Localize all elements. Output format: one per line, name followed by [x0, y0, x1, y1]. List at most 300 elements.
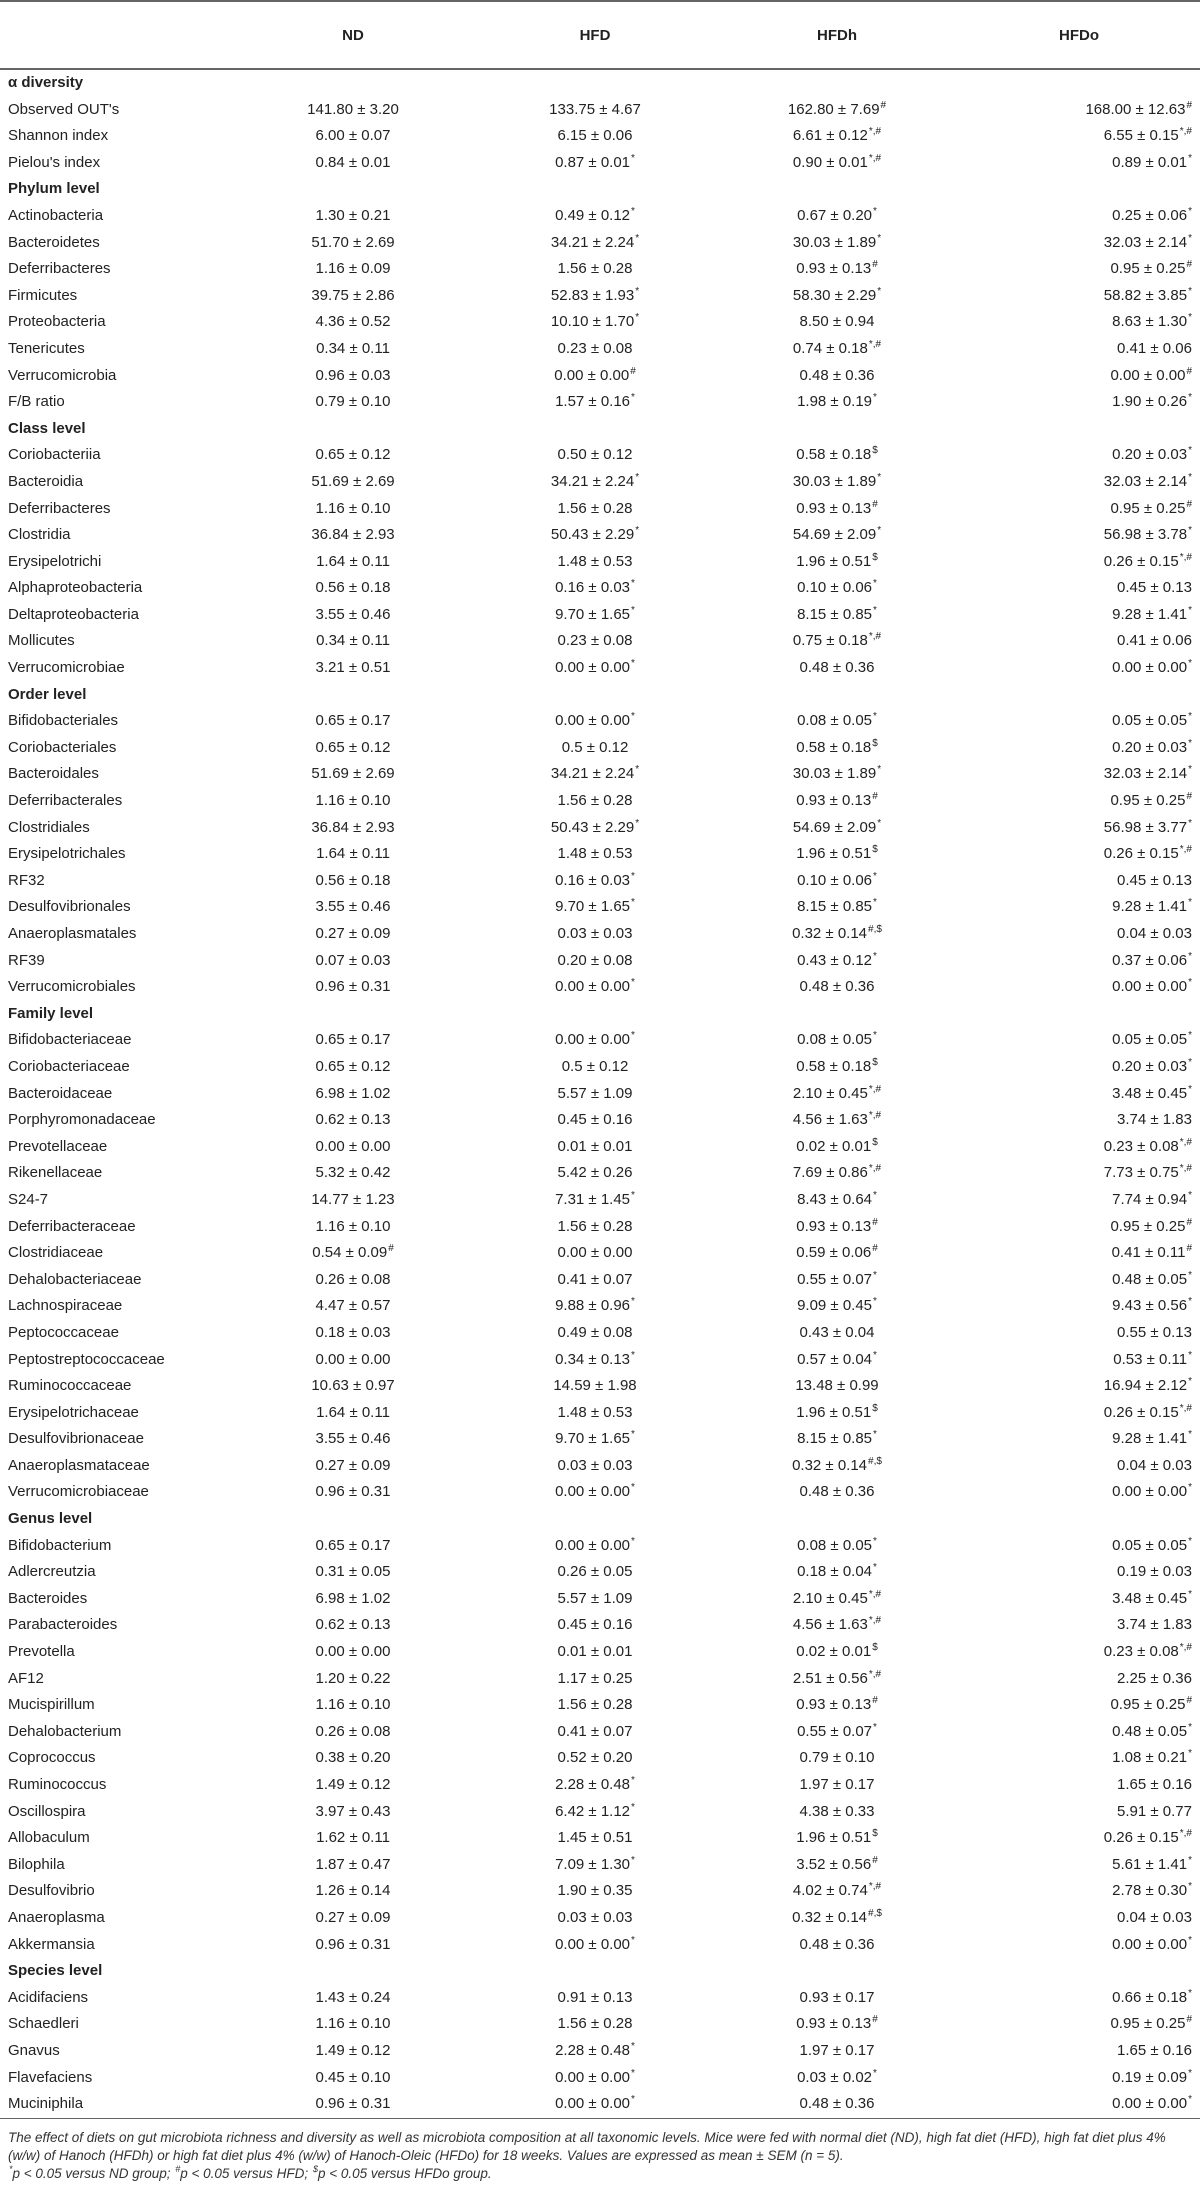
value-text: 9.09 ± 0.45: [797, 1297, 873, 1315]
value-text: 6.98 ± 1.02: [315, 1589, 391, 1607]
value-cell: [232, 1586, 474, 1613]
row-label: Deferribacteres: [8, 499, 111, 517]
value-text: 8.15 ± 0.85: [797, 1430, 873, 1448]
value-cell: [958, 1479, 1200, 1506]
value-cell: [474, 1745, 716, 1772]
row-label: AF12: [8, 1669, 44, 1687]
value-text: 3.48 ± 0.45: [1112, 1589, 1188, 1607]
table-row: [0, 868, 1200, 895]
value-text: 0.55 ± 0.07: [797, 1722, 873, 1740]
value-text: 7.09 ± 1.30: [555, 1855, 631, 1873]
significance-mark: *: [1188, 658, 1192, 670]
value-text: 56.98 ± 3.78: [1103, 526, 1188, 544]
value-text: 1.96 ± 0.51: [796, 1829, 872, 1847]
significance-mark: #: [872, 1243, 878, 1255]
section-heading: Class level: [8, 419, 86, 437]
value-text: 0.45 ± 0.13: [1117, 579, 1192, 597]
value-cell: [232, 1932, 474, 1959]
significance-mark: #: [1186, 99, 1192, 111]
value-text: 0.19 ± 0.03: [1117, 1563, 1192, 1581]
table-row: [0, 1905, 1200, 1932]
value-cell: [474, 1905, 716, 1932]
significance-mark: #: [1186, 1695, 1192, 1707]
value-cell: [958, 1347, 1200, 1374]
value-cell: [958, 2091, 1200, 2118]
row-label: Akkermansia: [8, 1935, 95, 1953]
row-label: Desulfovibrionales: [8, 898, 131, 916]
value-text: 6.42 ± 1.12: [555, 1802, 631, 1820]
value-text: 0.41 ± 0.11: [1111, 1244, 1186, 1262]
row-label: Desulfovibrio: [8, 1882, 95, 1900]
significance-mark: *: [1188, 1296, 1192, 1308]
significance-mark: *: [1188, 525, 1192, 537]
value-cell: [232, 628, 474, 655]
value-cell: [232, 868, 474, 895]
significance-mark: #: [872, 791, 878, 803]
value-cell: [716, 761, 958, 788]
value-cell: [716, 442, 958, 469]
value-text: 0.50 ± 0.12: [557, 446, 633, 464]
value-text: 5.57 ± 1.09: [557, 1084, 633, 1102]
value-text: 1.96 ± 0.51: [796, 552, 872, 570]
significance-mark: #: [1186, 259, 1192, 271]
value-cell: [232, 1533, 474, 1560]
value-cell: [232, 1373, 474, 1400]
value-text: 0.59 ± 0.06: [796, 1244, 872, 1262]
significance-mark: *: [1188, 232, 1192, 244]
significance-mark: *: [1188, 817, 1192, 829]
value-cell: [958, 522, 1200, 549]
table-row: [0, 575, 1200, 602]
value-text: 3.97 ± 0.43: [315, 1802, 391, 1820]
row-label: Erysipelotrichi: [8, 552, 102, 570]
table-row: [0, 1852, 1200, 1879]
value-cell: [958, 708, 1200, 735]
value-text: 0.96 ± 0.31: [315, 978, 391, 996]
value-cell: [958, 1612, 1200, 1639]
significance-mark: #: [1186, 1243, 1192, 1255]
table-row: [0, 1639, 1200, 1666]
value-cell: [958, 1214, 1200, 1241]
value-text: 1.16 ± 0.10: [315, 2015, 391, 2033]
value-text: 0.93 ± 0.13: [796, 499, 872, 517]
value-text: 0.00 ± 0.00: [315, 1137, 391, 1155]
value-cell: [474, 256, 716, 283]
value-cell: [474, 1479, 716, 1506]
row-label: Tenericutes: [8, 339, 85, 357]
significance-mark: *: [1188, 205, 1192, 217]
table-row: [0, 469, 1200, 496]
value-text: 1.20 ± 0.22: [315, 1669, 391, 1687]
section-row: [0, 176, 1200, 203]
value-cell: [232, 974, 474, 1001]
value-cell: [958, 1666, 1200, 1693]
value-text: 3.52 ± 0.56: [796, 1855, 872, 1873]
table-row: [0, 602, 1200, 629]
value-cell: [232, 389, 474, 416]
significance-mark: *: [1188, 1030, 1192, 1042]
value-cell: [474, 1240, 716, 1267]
value-text: 133.75 ± 4.67: [549, 100, 641, 118]
value-cell: [958, 655, 1200, 682]
table-row: [0, 389, 1200, 416]
value-cell: [716, 549, 958, 576]
value-cell: [232, 230, 474, 257]
table-row: [0, 1612, 1200, 1639]
value-text: 0.95 ± 0.25: [1110, 499, 1186, 517]
value-text: 2.51 ± 0.56: [792, 1669, 868, 1687]
table-row: [0, 1426, 1200, 1453]
value-cell: [232, 2065, 474, 2092]
row-label: Clostridiales: [8, 818, 90, 836]
value-cell: [232, 1214, 474, 1241]
table-row: [0, 230, 1200, 257]
value-text: 9.70 ± 1.65: [555, 1430, 631, 1448]
value-text: 0.53 ± 0.11: [1113, 1350, 1188, 1368]
row-label: Actinobacteria: [8, 206, 104, 224]
value-cell: [716, 1160, 958, 1187]
table-row: [0, 1453, 1200, 1480]
significance-mark: *: [631, 578, 635, 590]
value-text: 0.08 ± 0.05: [797, 1536, 873, 1554]
value-text: 9.88 ± 0.96: [555, 1297, 631, 1315]
value-cell: [716, 1825, 958, 1852]
significance-mark: #: [872, 2014, 878, 2026]
value-text: 168.00 ± 12.63: [1085, 100, 1186, 118]
section-row: [0, 1001, 1200, 1028]
value-text: 0.95 ± 0.25: [1110, 1217, 1186, 1235]
value-cell: [474, 1267, 716, 1294]
significance-mark: *,#: [868, 1083, 882, 1095]
value-text: 0.26 ± 0.08: [315, 1722, 391, 1740]
value-cell: [958, 921, 1200, 948]
value-text: 30.03 ± 1.89: [792, 233, 877, 251]
value-text: 0.00 ± 0.00: [555, 1031, 631, 1049]
value-text: 0.27 ± 0.09: [315, 1456, 391, 1474]
value-text: 3.74 ± 1.83: [1117, 1616, 1192, 1634]
row-label: Bifidobacteriales: [8, 712, 119, 730]
significance-mark: *: [1188, 1429, 1192, 1441]
value-text: 3.55 ± 0.46: [315, 898, 391, 916]
table-row: [0, 549, 1200, 576]
value-cell: [474, 1214, 716, 1241]
significance-mark: *: [1188, 1748, 1192, 1760]
value-text: 0.93 ± 0.13: [796, 260, 872, 278]
value-text: 0.65 ± 0.12: [315, 1057, 391, 1075]
value-cell: [716, 1612, 958, 1639]
value-cell: [474, 868, 716, 895]
significance-mark: *: [1188, 1056, 1192, 1068]
value-text: 0.03 ± 0.03: [557, 1456, 633, 1474]
value-cell: [958, 1267, 1200, 1294]
value-cell: [232, 1852, 474, 1879]
significance-mark: *: [1188, 604, 1192, 616]
row-label: RF32: [8, 871, 45, 889]
value-cell: [474, 1453, 716, 1480]
value-cell: [232, 549, 474, 576]
value-cell: [716, 1799, 958, 1826]
significance-mark: *: [873, 578, 877, 590]
row-label: Allobaculum: [8, 1829, 90, 1847]
value-text: 34.21 ± 2.24: [550, 765, 635, 783]
value-cell: [474, 363, 716, 390]
value-text: 0.02 ± 0.01: [796, 1137, 872, 1155]
value-text: 0.34 ± 0.11: [316, 632, 390, 650]
value-text: 1.56 ± 0.28: [557, 2015, 633, 2033]
value-text: 8.15 ± 0.85: [797, 898, 873, 916]
value-cell: [474, 894, 716, 921]
value-cell: [232, 1027, 474, 1054]
value-text: 0.26 ± 0.15: [1103, 1829, 1179, 1847]
value-text: 0.00 ± 0.00: [315, 1643, 391, 1661]
value-cell: [474, 1293, 716, 1320]
significance-mark: *: [631, 1429, 635, 1441]
value-text: 3.74 ± 1.83: [1117, 1111, 1192, 1129]
table-row: [0, 336, 1200, 363]
row-label: Prevotella: [8, 1643, 75, 1661]
table-row: [0, 1666, 1200, 1693]
value-text: 0.05 ± 0.05: [1112, 1031, 1188, 1049]
value-text: 0.00 ± 0.00: [1112, 978, 1188, 996]
value-cell: [958, 628, 1200, 655]
value-cell: [716, 97, 958, 124]
table-header: [0, 1, 1200, 69]
significance-mark: *: [877, 525, 882, 537]
row-label: Anaeroplasmatales: [8, 925, 137, 942]
table-row: [0, 1985, 1200, 2012]
table-row: [0, 1293, 1200, 1320]
table-row: [0, 708, 1200, 735]
value-cell: [474, 974, 716, 1001]
significance-mark: *,#: [868, 631, 882, 643]
value-text: 1.64 ± 0.11: [316, 1403, 390, 1421]
value-text: 3.21 ± 0.51: [315, 659, 391, 677]
significance-mark: *: [1188, 1721, 1192, 1733]
value-text: 8.43 ± 0.64: [797, 1190, 873, 1208]
value-text: 0.04 ± 0.03: [1117, 1456, 1192, 1474]
significance-mark: *: [631, 2067, 635, 2079]
significance-mark: *,#: [1179, 1402, 1192, 1414]
table-row: [0, 1373, 1200, 1400]
value-text: 0.74 ± 0.18: [792, 339, 868, 357]
significance-mark: *: [877, 285, 882, 297]
table-row: [0, 1320, 1200, 1347]
significance-mark: #,$: [868, 1907, 882, 1919]
value-cell: [958, 1054, 1200, 1081]
table-row: [0, 735, 1200, 762]
value-text: 1.16 ± 0.10: [315, 792, 391, 810]
significance-mark: *: [631, 1934, 635, 1946]
value-text: 0.65 ± 0.12: [315, 738, 391, 756]
row-label: Bifidobacteriaceae: [8, 1031, 132, 1049]
value-text: 0.20 ± 0.03: [1112, 1057, 1188, 1075]
table-row: [0, 496, 1200, 523]
row-label: Bacteroidales: [8, 765, 99, 783]
value-text: 0.45 ± 0.16: [557, 1111, 633, 1129]
value-cell: [232, 522, 474, 549]
value-cell: [232, 1081, 474, 1108]
value-text: 0.48 ± 0.36: [799, 366, 875, 384]
significance-mark: *: [873, 1296, 877, 1308]
table-row: [0, 1347, 1200, 1374]
value-cell: [474, 336, 716, 363]
significance-mark: *,#: [1179, 1136, 1192, 1148]
table-row: [0, 522, 1200, 549]
value-text: 6.98 ± 1.02: [315, 1084, 391, 1102]
value-text: 2.28 ± 0.48: [555, 1776, 631, 1793]
value-cell: [716, 1932, 958, 1959]
value-text: 0.41 ± 0.06: [1117, 339, 1192, 357]
table-row: [0, 894, 1200, 921]
value-text: 34.21 ± 2.24: [550, 233, 635, 251]
value-cell: [958, 256, 1200, 283]
table-row: [0, 1586, 1200, 1613]
value-cell: [958, 283, 1200, 310]
significance-mark: *: [873, 1535, 877, 1547]
significance-mark: *: [631, 1482, 635, 1494]
value-cell: [474, 1081, 716, 1108]
value-cell: [232, 2011, 474, 2038]
significance-mark: *,#: [868, 126, 882, 138]
significance-mark: $: [872, 844, 878, 856]
value-cell: [958, 1932, 1200, 1959]
significance-mark: *: [635, 471, 640, 483]
value-text: 1.56 ± 0.28: [557, 1696, 633, 1714]
value-text: 162.80 ± 7.69: [787, 100, 880, 118]
row-label: RF39: [8, 951, 45, 969]
value-cell: [474, 123, 716, 150]
value-text: 1.90 ± 0.26: [1112, 393, 1188, 411]
significance-mark: *: [1188, 711, 1192, 723]
significance-mark: *,#: [868, 152, 882, 164]
value-cell: [958, 1772, 1200, 1799]
significance-mark: *: [1188, 392, 1192, 404]
row-label: Bilophila: [8, 1855, 65, 1873]
row-label: Bacteroidetes: [8, 233, 100, 251]
value-cell: [958, 1745, 1200, 1772]
value-text: 0.10 ± 0.06: [797, 579, 873, 597]
table-row: [0, 256, 1200, 283]
value-cell: [958, 1320, 1200, 1347]
value-text: 51.70 ± 2.69: [311, 233, 395, 251]
value-text: 2.25 ± 0.36: [1117, 1669, 1192, 1687]
value-cell: [716, 1267, 958, 1294]
value-text: 1.87 ± 0.47: [315, 1855, 391, 1873]
row-label: Anaeroplasmataceae: [8, 1456, 150, 1474]
value-cell: [716, 1639, 958, 1666]
header-cell-hfd: HFD: [474, 1, 716, 69]
value-text: 6.55 ± 0.15: [1103, 127, 1179, 145]
significance-mark: *: [873, 205, 877, 217]
value-text: 0.08 ± 0.05: [797, 1031, 873, 1049]
header-cell-nd: ND: [232, 1, 474, 69]
value-cell: [232, 283, 474, 310]
value-cell: [232, 1054, 474, 1081]
value-cell: [232, 256, 474, 283]
value-cell: [474, 655, 716, 682]
table-row: [0, 1054, 1200, 1081]
value-cell: [958, 815, 1200, 842]
section-heading: Order level: [8, 685, 87, 703]
value-cell: [716, 2065, 958, 2092]
significance-mark: *,#: [868, 1163, 882, 1175]
table-row: [0, 1745, 1200, 1772]
value-cell: [232, 469, 474, 496]
significance-mark: $: [872, 737, 878, 749]
value-text: 9.70 ± 1.65: [555, 898, 631, 916]
value-text: 1.17 ± 0.25: [557, 1669, 633, 1687]
significance-mark: *: [1188, 1881, 1192, 1893]
value-text: 6.00 ± 0.07: [315, 127, 391, 145]
value-text: 0.05 ± 0.05: [1112, 1536, 1188, 1554]
table-row: [0, 123, 1200, 150]
value-text: 0.02 ± 0.01: [796, 1643, 872, 1661]
value-cell: [716, 256, 958, 283]
value-text: 0.45 ± 0.13: [1117, 871, 1192, 889]
value-text: 0.26 ± 0.08: [315, 1270, 391, 1288]
value-cell: [958, 1985, 1200, 2012]
table-row: [0, 283, 1200, 310]
significance-mark: *: [873, 950, 877, 962]
significance-mark: *: [631, 2094, 635, 2106]
value-cell: [474, 841, 716, 868]
significance-mark: *: [631, 205, 635, 217]
row-label: Adlercreutzia: [8, 1563, 96, 1581]
value-text: 3.55 ± 0.46: [315, 1430, 391, 1448]
value-text: 1.49 ± 0.12: [315, 2041, 391, 2059]
significance-mark: #: [872, 259, 878, 271]
significance-mark: *: [873, 1030, 877, 1042]
value-cell: [716, 1134, 958, 1161]
value-text: 7.31 ± 1.45: [555, 1190, 631, 1208]
table-row: [0, 2011, 1200, 2038]
value-cell: [232, 1240, 474, 1267]
value-cell: [716, 1559, 958, 1586]
value-cell: [474, 1612, 716, 1639]
table-row: [0, 2065, 1200, 2092]
table-row: [0, 203, 1200, 230]
value-cell: [474, 2038, 716, 2065]
value-text: 141.80 ± 3.20: [307, 100, 399, 118]
value-cell: [474, 761, 716, 788]
row-label: Dehalobacteriaceae: [8, 1270, 142, 1288]
value-text: 1.43 ± 0.24: [315, 1988, 391, 2006]
value-cell: [232, 815, 474, 842]
value-text: 0.03 ± 0.03: [557, 925, 633, 942]
value-cell: [716, 1852, 958, 1879]
value-cell: [716, 948, 958, 975]
value-text: 0.16 ± 0.03: [555, 579, 631, 597]
value-cell: [474, 1187, 716, 1214]
row-label: Muciniphila: [0, 2091, 232, 2118]
value-cell: [474, 1639, 716, 1666]
row-label: Proteobacteria: [8, 313, 106, 331]
value-text: 0.23 ± 0.08: [557, 632, 633, 650]
value-text: 50.43 ± 2.29: [550, 818, 635, 836]
significance-mark: *: [1188, 2094, 1192, 2106]
value-text: 0.52 ± 0.20: [557, 1749, 633, 1767]
value-text: 0.38 ± 0.20: [315, 1749, 391, 1767]
value-cell: [958, 549, 1200, 576]
value-text: 8.15 ± 0.85: [797, 605, 873, 623]
significance-mark: *: [635, 285, 640, 297]
row-label: Verrucomicrobiae: [8, 659, 125, 677]
value-text: 2.28 ± 0.48: [555, 2041, 631, 2059]
footnote-significance: [8, 2165, 1192, 2183]
value-text: 0.20 ± 0.03: [1112, 446, 1188, 464]
value-text: 4.38 ± 0.33: [799, 1802, 875, 1820]
value-cell: [716, 1878, 958, 1905]
